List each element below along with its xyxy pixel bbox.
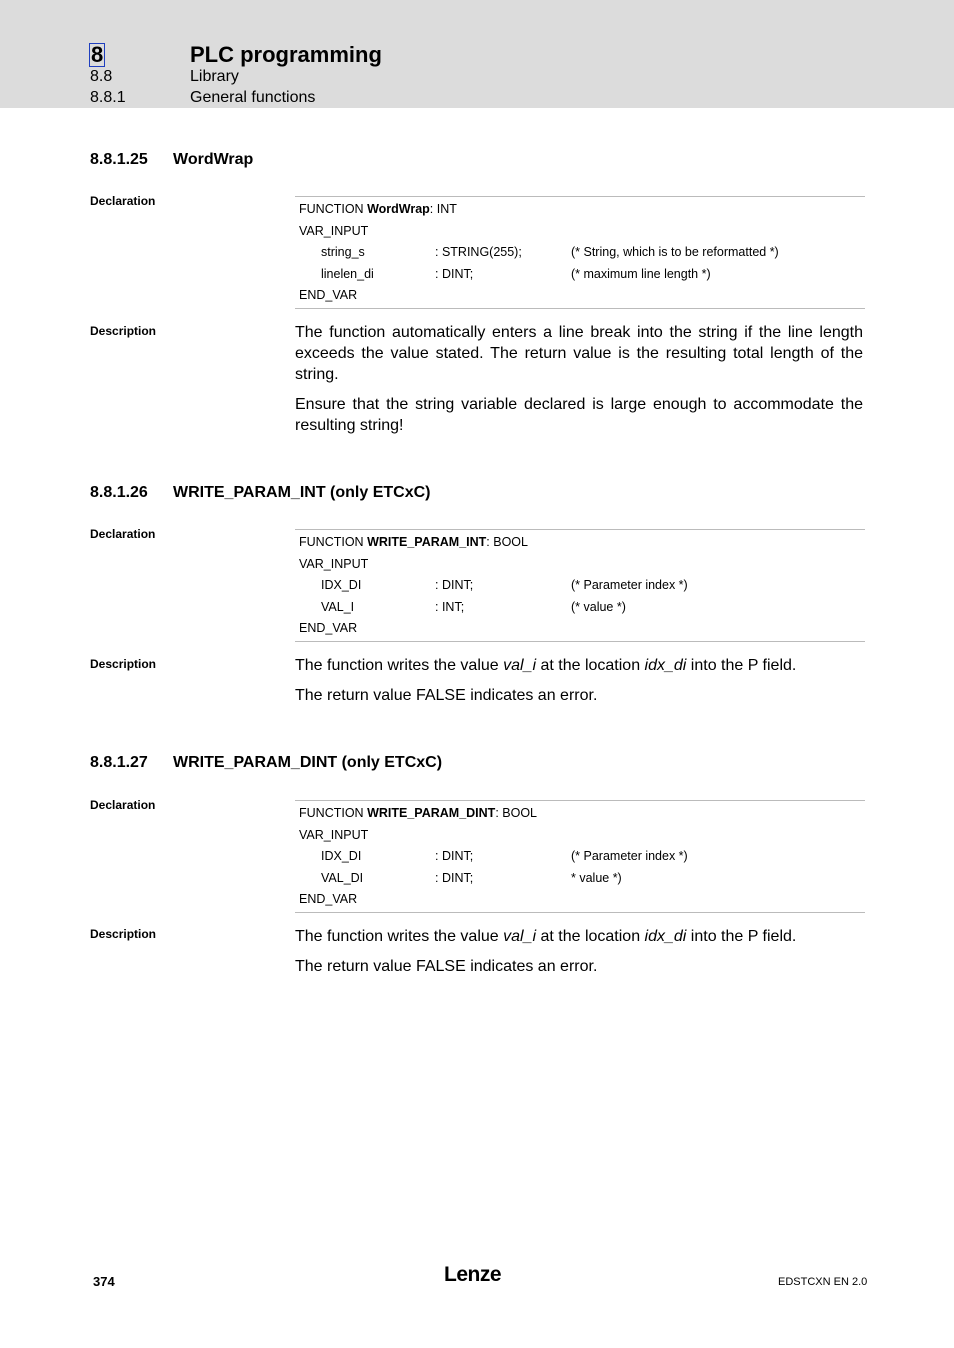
declaration-block [295,800,865,913]
var-row: string_s : STRING(255); (* String, which is to be reformatted *) [321,245,779,260]
declaration-label: Declaration [90,527,156,541]
subsubsection-number: 8.8.1 [90,89,126,106]
end-var-keyword: END_VAR [299,621,358,636]
page-number: 374 [93,1274,115,1289]
var-row: VAL_I : INT; (* value *) [321,599,626,614]
declaration-label: Declaration [90,798,156,812]
section-number: 8.8.1.27 [90,754,148,771]
function-signature: FUNCTION WRITE_PARAM_INT: BOOL [299,535,528,549]
description-label: Description [90,324,157,338]
declaration-label: Declaration [90,194,156,208]
function-signature: FUNCTION WRITE_PARAM_DINT: BOOL [299,806,537,820]
page-header [0,0,954,108]
chapter-title: PLC programming [190,42,382,67]
description-text: The function writes the value val_i at the location idx_di into the P field. The return value FALSE indicates an error. [295,928,797,975]
section-title: WRITE_PARAM_DINT (only ETCxC) [173,754,443,771]
function-signature: FUNCTION WordWrap: INT [299,202,457,216]
section-heading [90,151,253,169]
section-title: WRITE_PARAM_INT (only ETCxC) [173,484,431,501]
var-row: linelen_di : DINT; (* maximum line length *) [321,266,711,281]
description-label: Description [90,657,157,671]
subsection-number: 8.8 [90,68,113,85]
var-row: IDX_DI : DINT; (* Parameter index *) [321,849,688,864]
subsection-title: Library [190,68,239,85]
subsubsection-title: General functions [190,89,316,106]
section-number: 8.8.1.25 [90,151,148,168]
declaration-block [295,529,865,642]
declaration-block [295,196,865,309]
document-id: EDSTCXN EN 2.0 [778,1276,868,1288]
end-var-keyword: END_VAR [299,288,358,303]
var-input-keyword: VAR_INPUT [299,556,369,571]
var-row: IDX_DI : DINT; (* Parameter index *) [321,578,688,593]
section-number: 8.8.1.26 [90,484,148,501]
description-text: The function writes the value val_i at the location idx_di into the P field. The return value FALSE indicates an error. [295,657,797,704]
lenze-logo: Lenze [444,1263,502,1286]
section-heading [90,754,442,772]
var-input-keyword: VAR_INPUT [299,827,369,842]
description-text: The function automatically enters a line break into the string if the line length exceeds the value stated. The return value is the resulting total length of the string. Ensure that the string variable declared is large enough to accommodate the resulting string! [295,324,863,434]
section-title: WordWrap [173,151,254,168]
section-heading [90,484,430,502]
description-label: Description [90,927,157,941]
var-row: VAL_DI : DINT; * value *) [321,870,622,885]
var-input-keyword: VAR_INPUT [299,223,369,238]
chapter-number-link[interactable]: 8 [91,42,104,67]
end-var-keyword: END_VAR [299,892,358,907]
